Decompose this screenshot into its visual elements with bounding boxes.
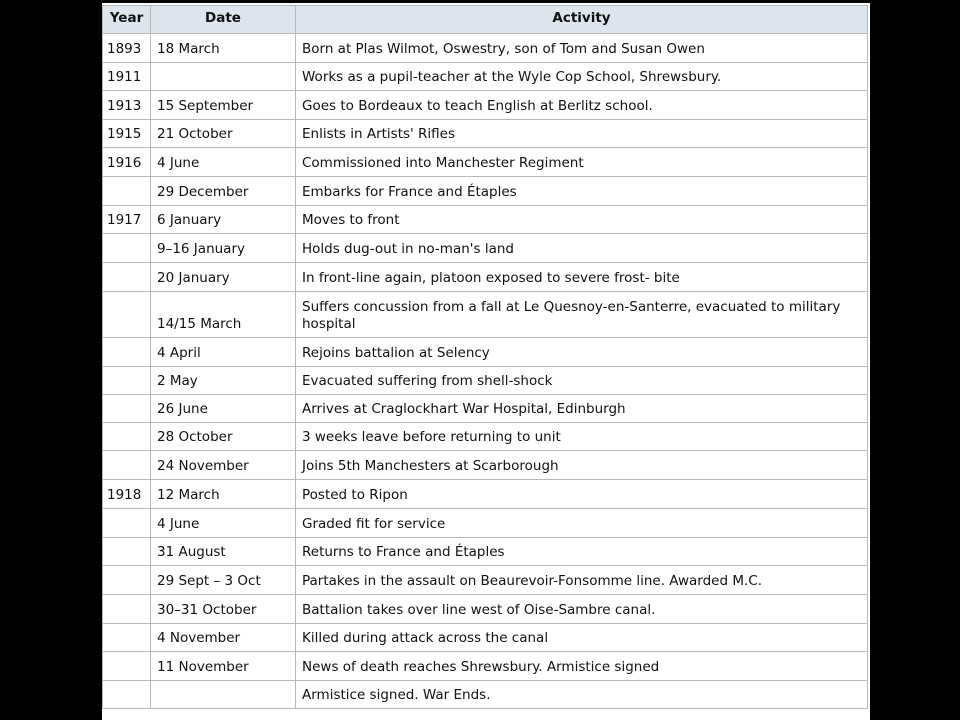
table-row bbox=[103, 177, 868, 206]
year-cell bbox=[103, 509, 151, 538]
table-row bbox=[103, 423, 868, 451]
activity-cell: Rejoins battalion at Selency bbox=[296, 338, 868, 367]
table-row bbox=[103, 34, 868, 63]
date-cell bbox=[151, 63, 296, 91]
date-cell: 30–31 October bbox=[151, 595, 296, 624]
table-row bbox=[103, 395, 868, 423]
timeline-table bbox=[102, 5, 868, 709]
year-cell bbox=[103, 681, 151, 709]
table-row bbox=[103, 367, 868, 395]
year-cell: 1913 bbox=[103, 91, 151, 120]
activity-cell: Works as a pupil-teacher at the Wyle Cop School, Shrewsbury. bbox=[296, 63, 868, 91]
year-cell bbox=[103, 451, 151, 480]
date-cell: 4 April bbox=[151, 338, 296, 367]
date-cell: 26 June bbox=[151, 395, 296, 423]
table-row bbox=[103, 595, 868, 624]
table-row bbox=[103, 652, 868, 681]
activity-cell: Arrives at Craglockhart War Hospital, Edinburgh bbox=[296, 395, 868, 423]
date-cell: 29 Sept – 3 Oct bbox=[151, 566, 296, 595]
year-cell bbox=[103, 338, 151, 367]
year-cell: 1911 bbox=[103, 63, 151, 91]
year-cell: 1915 bbox=[103, 120, 151, 148]
table-row bbox=[103, 263, 868, 292]
date-cell: 18 March bbox=[151, 34, 296, 63]
table-row bbox=[103, 91, 868, 120]
table-row bbox=[103, 566, 868, 595]
table-row bbox=[103, 120, 868, 148]
date-cell: 6 January bbox=[151, 206, 296, 234]
activity-cell: Joins 5th Manchesters at Scarborough bbox=[296, 451, 868, 480]
date-cell: 21 October bbox=[151, 120, 296, 148]
year-cell bbox=[103, 367, 151, 395]
date-cell bbox=[151, 681, 296, 709]
year-cell bbox=[103, 538, 151, 566]
year-cell: 1893 bbox=[103, 34, 151, 63]
table-row bbox=[103, 538, 868, 566]
table-row bbox=[103, 148, 868, 177]
activity-cell: Born at Plas Wilmot, Oswestry, son of Tom and Susan Owen bbox=[296, 34, 868, 63]
activity-cell: Returns to France and Étaples bbox=[296, 538, 868, 566]
year-cell bbox=[103, 177, 151, 206]
table-row bbox=[103, 292, 868, 338]
table-row bbox=[103, 451, 868, 480]
date-cell: 11 November bbox=[151, 652, 296, 681]
year-cell bbox=[103, 624, 151, 652]
year-cell: 1918 bbox=[103, 480, 151, 509]
year-cell: 1916 bbox=[103, 148, 151, 177]
date-cell: 4 June bbox=[151, 148, 296, 177]
activity-cell: Killed during attack across the canal bbox=[296, 624, 868, 652]
table-row bbox=[103, 681, 868, 709]
year-cell bbox=[103, 234, 151, 263]
date-cell: 9–16 January bbox=[151, 234, 296, 263]
activity-cell: Armistice signed. War Ends. bbox=[296, 681, 868, 709]
date-cell: 12 March bbox=[151, 480, 296, 509]
date-cell: 4 November bbox=[151, 624, 296, 652]
activity-cell: Posted to Ripon bbox=[296, 480, 868, 509]
table-row bbox=[103, 480, 868, 509]
activity-cell: Battalion takes over line west of Oise-Sambre canal. bbox=[296, 595, 868, 624]
activity-cell: Graded fit for service bbox=[296, 509, 868, 538]
date-cell: 20 January bbox=[151, 263, 296, 292]
table-row bbox=[103, 624, 868, 652]
date-cell: 14/15 March bbox=[151, 292, 296, 338]
header-row bbox=[103, 6, 868, 34]
year-cell bbox=[103, 263, 151, 292]
year-cell bbox=[103, 423, 151, 451]
activity-cell: Partakes in the assault on Beaurevoir-Fonsomme line. Awarded M.C. bbox=[296, 566, 868, 595]
activity-cell: Enlists in Artists' Rifles bbox=[296, 120, 868, 148]
date-cell: 4 June bbox=[151, 509, 296, 538]
year-cell bbox=[103, 395, 151, 423]
date-cell: 29 December bbox=[151, 177, 296, 206]
date-cell: 2 May bbox=[151, 367, 296, 395]
date-column-header: Date bbox=[151, 6, 296, 34]
activity-cell: In front-line again, platoon exposed to severe frost- bite bbox=[296, 263, 868, 292]
activity-cell: Evacuated suffering from shell-shock bbox=[296, 367, 868, 395]
table-row bbox=[103, 63, 868, 91]
year-cell bbox=[103, 652, 151, 681]
date-cell: 15 September bbox=[151, 91, 296, 120]
activity-cell: 3 weeks leave before returning to unit bbox=[296, 423, 868, 451]
year-cell: 1917 bbox=[103, 206, 151, 234]
activity-cell: Moves to front bbox=[296, 206, 868, 234]
activity-cell: Goes to Bordeaux to teach English at Berlitz school. bbox=[296, 91, 868, 120]
activity-cell: Suffers concussion from a fall at Le Quesnoy-en-Santerre, evacuated to military hospital bbox=[296, 292, 868, 338]
date-cell: 24 November bbox=[151, 451, 296, 480]
date-cell: 28 October bbox=[151, 423, 296, 451]
activity-column-header: Activity bbox=[296, 6, 868, 34]
date-cell: 31 August bbox=[151, 538, 296, 566]
activity-cell: News of death reaches Shrewsbury. Armistice signed bbox=[296, 652, 868, 681]
year-cell bbox=[103, 566, 151, 595]
activity-cell: Holds dug-out in no-man's land bbox=[296, 234, 868, 263]
year-column-header: Year bbox=[103, 6, 151, 34]
table-row bbox=[103, 338, 868, 367]
activity-cell: Commissioned into Manchester Regiment bbox=[296, 148, 868, 177]
year-cell bbox=[103, 595, 151, 624]
table-row bbox=[103, 234, 868, 263]
activity-cell: Embarks for France and Étaples bbox=[296, 177, 868, 206]
year-cell bbox=[103, 292, 151, 338]
table-row bbox=[103, 206, 868, 234]
table-row bbox=[103, 509, 868, 538]
